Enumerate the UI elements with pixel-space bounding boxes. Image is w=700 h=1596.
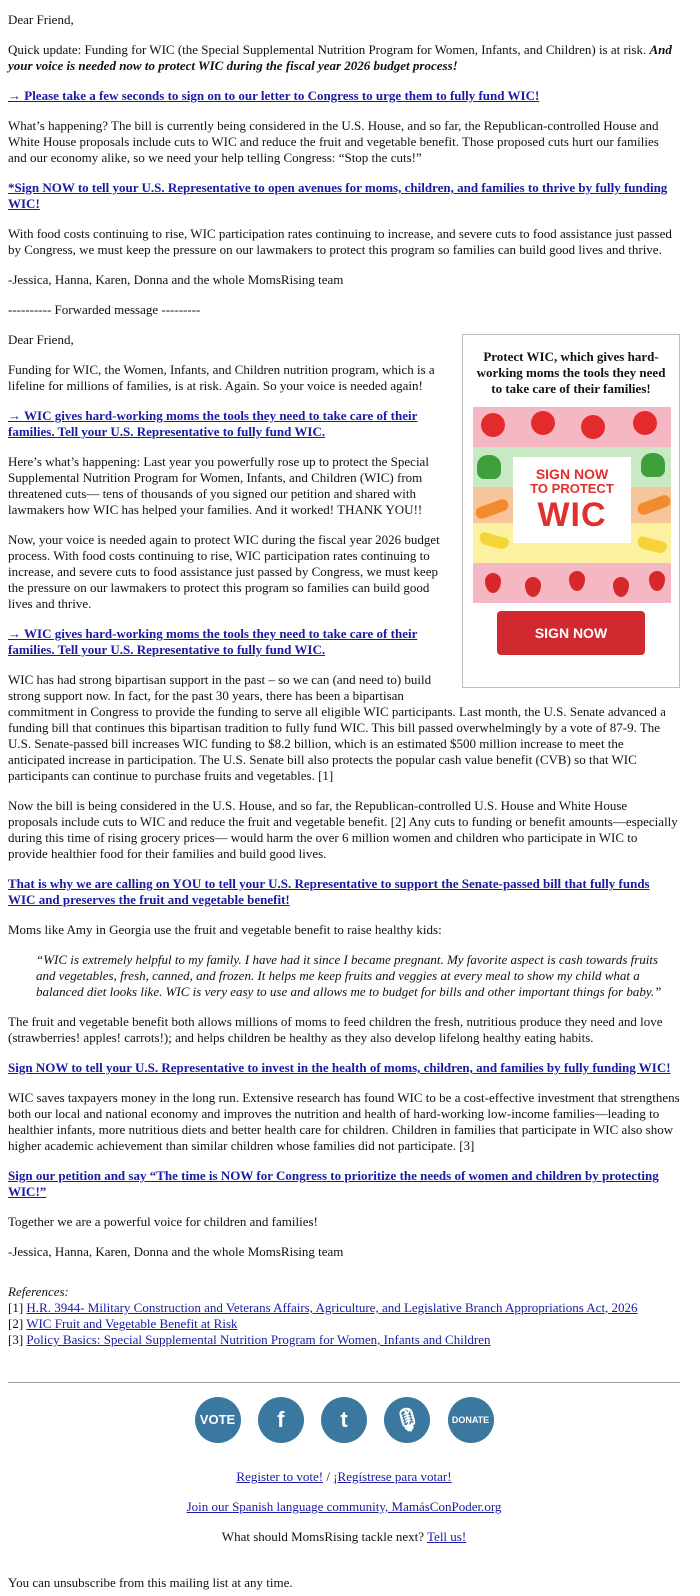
sidebar-title: Protect WIC, which gives hard-working moms the tools they need to take care of their families! <box>476 349 666 396</box>
tackle-text: What should MomsRising tackle next? <box>221 1529 428 1544</box>
email-body <box>8 12 680 1596</box>
references-header: References: <box>8 1284 69 1299</box>
promo-line-1: SIGN NOW <box>535 466 609 482</box>
intro-greeting: Dear Friend, <box>8 12 74 27</box>
intro-paragraph-2: What’s happening? The bill is currently being considered in the U.S. House, and so far, the Republican-controlled House and White House proposals include cuts to WIC and reduce the fruit and vegetable benefit. Those proposed cuts hurt our families and our economy alike, so we need your help telling Congress: “Stop the cuts!” <box>8 118 659 165</box>
forwarded-paragraph-8: WIC saves taxpayers money in the long run. Extensive research has found WIC to be a cost-effective investment that strengthens both our local and national economy and improves the nutrition and health of hard-working low-income families—leading to healthier infants, more nutritious diets and better health care for children. Children in families that participate in WIC also show higher academic achievement than similar children whose families did not participate. [3] <box>8 1090 680 1153</box>
twitter-icon[interactable]: t <box>321 1397 367 1443</box>
intro-p1-emphasis: And your voice is needed now to protect WIC during the fiscal year 2026 budget process! <box>8 42 672 73</box>
podcast-icon[interactable]: 🎙 <box>384 1397 430 1443</box>
reference-number: [1] <box>8 1300 27 1315</box>
forwarded-paragraph-7: The fruit and vegetable benefit both allows millions of moms to feed children the fresh, nutritious produce they need and love (strawberries! apples! carrots!); and helps children be healthy as they also develop lifelong healthy eating habits. <box>8 1014 663 1045</box>
intro-paragraph-1 <box>8 42 680 74</box>
reference-item <box>8 1300 680 1316</box>
amy-quote: “WIC is extremely helpful to my family. I have had it since I became pregnant. My favorite aspect is cash towards fruits and vegetables, fresh, canned, and frozen. It helps me keep fruits and veggies at every meal to show my child what a balanced diet looks like. WIC is very easy to use and allows me to budget for bills and other important things for baby.” <box>36 952 662 999</box>
spanish-community-link[interactable]: Join our Spanish language community, MamásConPoder.org <box>186 1499 502 1514</box>
sign-letter-link[interactable]: → Please take a few seconds to sign on to our letter to Congress to urge them to fully fund WIC! <box>8 88 540 103</box>
forwarded-signoff: -Jessica, Hanna, Karen, Donna and the whole MomsRising team <box>8 1244 344 1259</box>
broccoli-icon <box>641 453 665 477</box>
footer-divider <box>8 1382 680 1383</box>
intro-signoff: -Jessica, Hanna, Karen, Donna and the whole MomsRising team <box>8 272 344 287</box>
fund-wic-link-1[interactable]: → WIC gives hard-working moms the tools they need to take care of their families. Tell your U.S. Representative to fully fund WIC. <box>8 408 418 439</box>
promo-image[interactable] <box>473 407 671 603</box>
tackle-line <box>8 1529 680 1545</box>
register-vote-es-link[interactable]: ¡Regístrese para votar! <box>333 1469 452 1484</box>
reference-link-3[interactable]: Policy Basics: Special Supplemental Nutrition Program for Women, Infants and Children <box>26 1332 491 1347</box>
sign-now-link-1[interactable]: *Sign NOW to tell your U.S. Representative to open avenues for moms, children, and families to thrive by fully funding WIC! <box>8 180 668 211</box>
broccoli-icon <box>477 455 501 479</box>
reference-item <box>8 1316 680 1332</box>
senate-bill-link[interactable]: That is why we are calling on YOU to tell your U.S. Representative to support the Senate-passed bill that fully funds WIC and preserves the fruit and vegetable benefit! <box>8 876 650 907</box>
tomato-icon <box>531 411 555 435</box>
tomato-icon <box>481 413 505 437</box>
forwarded-paragraph-5: Now the bill is being considered in the U.S. House, and so far, the Republican-controlled U.S. House and White House proposals include cuts to WIC and reduce the fruit and vegetable benefit. [2] Any cuts to funding or benefit amounts—especially during this time of rising grocery prices— would harm the over 6 million women and children who participate in WIC to provide healthier food for their families and build good lives. <box>8 798 678 861</box>
intro-paragraph-3: With food costs continuing to rise, WIC participation rates continuing to increase, and severe cuts to food assistance just passed by Congress, we must keep the pressure on our lawmakers to protect this program so families can build good lives and thrive. <box>8 226 672 257</box>
forwarded-paragraph-4: WIC has had strong bipartisan support in the past – so we can (and need to) build strong support now. In fact, for the past 30 years, there has been a bipartisan commitment in Congress to provide the funding to serve all eligible WIC participants. Last month, the U.S. Senate advanced a funding bill that continues this bipartisan tradition to fully fund WIC. This bill passed overwhelmingly by a vote of 87-9. The U.S. Senate-passed bill increases WIC funding to $8.2 billion, which is an estimated $500 million increase to meet the anticipated increase in participation. The U.S. Senate bill also protects the popular cash value benefit (CVB) so that WIC participants can continue to purchase fruits and vegetables. [1] <box>8 672 666 783</box>
forwarded-paragraph-3: Now, your voice is needed again to protect WIC during the fiscal year 2026 budget process. With food costs continuing to rise, WIC participation rates continuing to increase, and severe cuts to food assistance just passed by Congress, we must keep the pressure on our lawmakers to protect this program so families can build good lives and thrive. <box>8 532 440 611</box>
sidebar-promo <box>462 334 680 688</box>
donate-icon[interactable]: DONATE <box>448 1397 494 1443</box>
petition-link[interactable]: Sign our petition and say “The time is NOW for Congress to prioritize the needs of women and children by protecting WIC!” <box>8 1168 659 1199</box>
forwarded-paragraph-2: Here’s what’s happening: Last year you powerfully rose up to protect the Special Supplemental Nutrition Program for Women, Infants, and Children (WIC) from threatened cuts— tens of thousands of you signed our petition and shared with lawmakers how WIC has helped your families. And it worked! THANK YOU!! <box>8 454 429 517</box>
reference-link-2[interactable]: WIC Fruit and Vegetable Benefit at Risk <box>26 1316 238 1331</box>
intro-p1-text: Quick update: Funding for WIC (the Special Supplemental Nutrition Program for Women, Infants, and Children) is at risk. <box>8 42 650 57</box>
tomato-icon <box>633 411 657 435</box>
promo-card <box>513 457 631 543</box>
register-line <box>8 1469 680 1485</box>
forwarded-paragraph-6: Moms like Amy in Georgia use the fruit and vegetable benefit to raise healthy kids: <box>8 922 442 937</box>
invest-health-link[interactable]: Sign NOW to tell your U.S. Representative to invest in the health of moms, children, and families by fully funding WIC! <box>8 1060 671 1075</box>
forwarded-paragraph-9: Together we are a powerful voice for children and families! <box>8 1214 318 1229</box>
promo-line-3: WIC <box>537 496 607 534</box>
reference-item <box>8 1332 680 1348</box>
forwarded-greeting: Dear Friend, <box>8 332 74 347</box>
vote-icon[interactable]: VOTE <box>195 1397 241 1443</box>
register-separator: / <box>323 1469 334 1484</box>
register-vote-link[interactable]: Register to vote! <box>236 1469 324 1484</box>
forwarded-divider: ---------- Forwarded message --------- <box>8 302 201 317</box>
social-icons <box>8 1397 680 1447</box>
reference-link-1[interactable]: H.R. 3944- Military Construction and Veterans Affairs, Agriculture, and Legislative Branch Appropriations Act, 2026 <box>26 1300 638 1315</box>
references <box>8 1284 680 1348</box>
forwarded-paragraph-1: Funding for WIC, the Women, Infants, and Children nutrition program, which is a lifeline for millions of families, is at risk. Again. So your voice is needed again! <box>8 362 435 393</box>
unsubscribe-note: You can unsubscribe from this mailing list at any time. <box>8 1575 293 1590</box>
reference-number: [3] <box>8 1332 27 1347</box>
tell-us-link[interactable]: Tell us! <box>427 1529 467 1544</box>
fund-wic-link-2[interactable]: → WIC gives hard-working moms the tools they need to take care of their families. Tell your U.S. Representative to fully fund WIC. <box>8 626 418 657</box>
tomato-icon <box>581 415 605 439</box>
sign-now-button[interactable]: SIGN NOW <box>497 611 645 655</box>
reference-number: [2] <box>8 1316 27 1331</box>
promo-line-2: TO PROTECT <box>530 481 614 496</box>
facebook-icon[interactable]: f <box>258 1397 304 1443</box>
